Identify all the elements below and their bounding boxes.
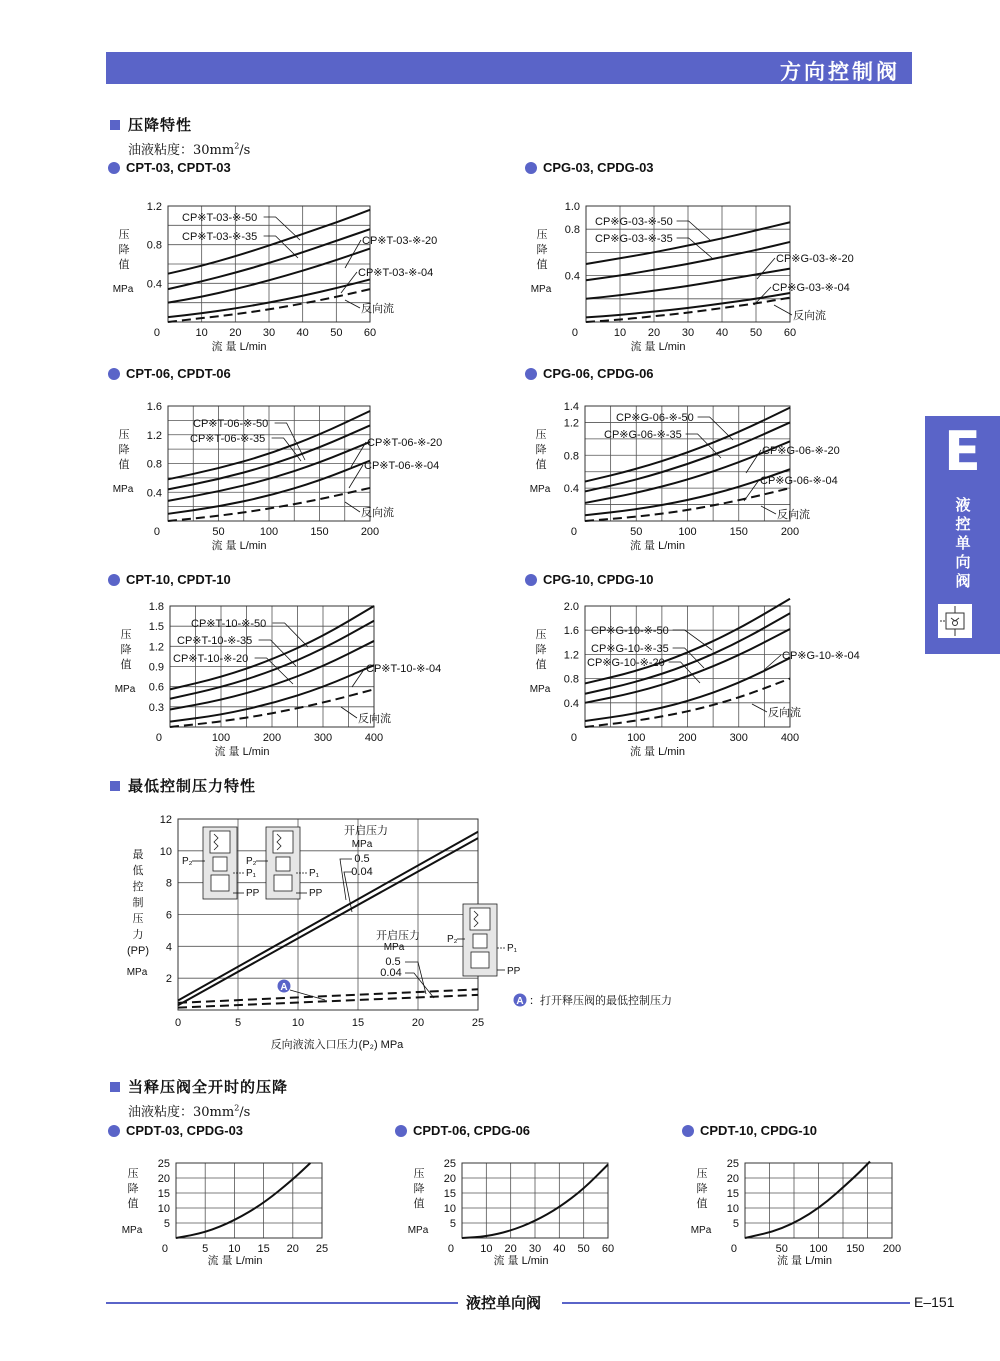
x-tick-label: 10: [291, 1017, 305, 1029]
y-tick-label: 0.3: [148, 701, 164, 714]
y-axis-label: 降: [118, 244, 130, 256]
y-axis-unit: MPa: [407, 1225, 429, 1236]
y-tick-label: 1.2: [563, 649, 579, 662]
y-tick-label: 0.9: [148, 661, 164, 674]
y-axis-label: 值: [120, 659, 132, 671]
legend-text: ：打开释压阀的最低控制压力: [529, 995, 672, 1007]
x-tick-label: 60: [363, 327, 377, 339]
origin-label: 0: [570, 526, 577, 538]
y-axis-unit: MPa: [121, 1225, 143, 1236]
curve-label: CP※T-06-※-20: [367, 437, 443, 449]
y-axis-label: (PP): [127, 945, 149, 957]
y-tick-label: 0.8: [563, 673, 579, 686]
chart-title-cpg03: CPG-03, CPDG-03: [525, 160, 654, 175]
x-axis-label: 流 量 L/min: [493, 1255, 549, 1267]
x-tick-label: 5: [202, 1243, 209, 1255]
x-tick-label: 10: [480, 1243, 493, 1255]
origin-label: 0: [161, 1243, 168, 1255]
x-tick-label: 150: [846, 1243, 865, 1255]
x-axis-label: 流 量 L/min: [211, 341, 267, 353]
annotation-title: 开启压力: [376, 930, 420, 942]
curve-label: CP※G-10-※-50: [591, 625, 669, 637]
leader-line: [673, 630, 712, 650]
x-axis-label: 流 量 L/min: [629, 746, 686, 758]
section-title: 压降特性: [128, 116, 193, 134]
annotation-title: 开启压力: [344, 825, 388, 837]
y-tick-label: 25: [726, 1158, 739, 1170]
x-axis-label: 流 量 L/min: [629, 540, 686, 552]
x-tick-label: 60: [601, 1243, 615, 1255]
y-tick-label: 1.8: [148, 601, 164, 613]
x-tick-label: 20: [504, 1243, 517, 1255]
curve-label: CP※G-03-※-20: [776, 253, 854, 265]
plot-frame: [176, 1163, 322, 1238]
y-axis-label: 降: [535, 444, 547, 456]
marker-a-letter: A: [280, 982, 288, 993]
y-axis-label: 值: [696, 1198, 708, 1210]
curve-label: 反向流: [361, 303, 394, 315]
origin-label: 0: [570, 732, 577, 744]
chart-title-cpt03: CPT-03, CPDT-03: [108, 160, 231, 175]
y-tick-label: 25: [443, 1158, 456, 1170]
x-axis-label: 反向液流入口压力(P₂) MPa: [270, 1039, 404, 1051]
chart-title-cpg06: CPG-06, CPDG-06: [525, 366, 654, 381]
leader-line: [345, 300, 360, 308]
curve-label: CP※G-06-※-50: [616, 412, 694, 424]
y-tick-label: 12: [159, 814, 172, 826]
curve-label: CP※T-06-※-04: [364, 460, 440, 472]
y-tick-label: 10: [726, 1203, 739, 1215]
y-axis-label: 降: [696, 1183, 708, 1195]
footer-rule-left: [106, 1302, 458, 1304]
check-valve-symbol-icon: [938, 604, 972, 638]
y-tick-label: 1.0: [564, 201, 580, 213]
x-tick-label: 150: [310, 526, 329, 538]
x-tick-label: 30: [262, 327, 276, 339]
x-tick-label: 200: [780, 526, 800, 538]
leader-line: [677, 221, 710, 240]
y-tick-label: 0.4: [564, 270, 580, 283]
side-tab-label-char: 控: [955, 515, 971, 533]
x-tick-label: 50: [577, 1243, 590, 1255]
x-axis-label: 流 量 L/min: [211, 540, 267, 552]
y-axis-label: 值: [535, 459, 547, 471]
y-tick-label: 4: [165, 941, 172, 954]
x-tick-label: 400: [780, 732, 800, 744]
y-axis-label: 低: [132, 865, 144, 877]
x-tick-label: 300: [729, 732, 748, 744]
y-tick-label: 10: [443, 1203, 456, 1215]
annotation-value: 0.04: [380, 967, 402, 979]
side-tab-label-char: 液: [955, 496, 971, 514]
curve-label: CP※T-03-※-50: [182, 212, 258, 224]
y-axis-unit: MPa: [690, 1225, 712, 1236]
port-pp-label: PP: [507, 966, 521, 977]
valve-section-3-piston: [471, 952, 489, 968]
x-tick-label: 15: [257, 1243, 270, 1255]
x-tick-label: 60: [783, 327, 797, 339]
y-tick-label: 20: [157, 1173, 170, 1185]
curve-label: CP※G-10-※-35: [591, 643, 669, 655]
side-tab-label-char: 阀: [955, 572, 971, 590]
y-axis-label: 值: [118, 459, 130, 471]
port-p1-label: P₁: [246, 868, 257, 879]
y-tick-label: 15: [726, 1188, 739, 1200]
curve-label: 反向流: [768, 707, 801, 719]
curve-label: CP※T-06-※-35: [190, 433, 266, 445]
y-axis-label: 值: [535, 659, 547, 671]
y-tick-label: 0.6: [148, 681, 164, 694]
y-tick-label: 2.0: [563, 601, 579, 613]
y-tick-label: 1.6: [146, 401, 162, 413]
x-tick-label: 200: [262, 732, 282, 744]
x-tick-label: 20: [411, 1017, 425, 1029]
port-p1-label: P₁: [309, 868, 320, 879]
curve-label: CP※G-03-※-35: [595, 233, 673, 245]
y-axis-label: 制: [132, 897, 144, 909]
x-axis-label: 流 量 L/min: [630, 341, 686, 353]
y-tick-label: 10: [159, 845, 172, 858]
curve-label: CP※T-06-※-50: [193, 418, 269, 430]
curve-label: CP※T-10-※-04: [366, 663, 442, 675]
chart-title-cpdt06: CPDT-06, CPDG-06: [395, 1123, 530, 1138]
y-tick-label: 0.4: [563, 483, 579, 496]
y-tick-label: 0.8: [146, 458, 162, 471]
y-axis-unit: MPa: [529, 484, 551, 495]
y-axis-label: 降: [120, 644, 132, 656]
x-axis-label: 流 量 L/min: [214, 746, 270, 758]
y-axis-label: 降: [535, 644, 547, 656]
y-axis-label: 降: [413, 1183, 425, 1195]
x-tick-label: 100: [809, 1243, 828, 1255]
y-tick-label: 5: [449, 1218, 456, 1230]
valve-section-2-poppet: [276, 857, 290, 871]
footer-rule-right: [562, 1302, 910, 1304]
y-tick-label: 1.2: [148, 641, 164, 654]
chart-title-cpg10: CPG-10, CPDG-10: [525, 572, 654, 587]
y-axis-unit: MPa: [530, 284, 552, 295]
viscosity-note: 油液粘度：$30mm^2/s$: [128, 141, 251, 158]
curve-label: CP※T-10-※-50: [191, 618, 267, 630]
y-tick-label: 0.4: [146, 487, 162, 500]
curve-label: CP※G-10-※-04: [782, 650, 860, 662]
x-tick-label: 5: [234, 1017, 242, 1029]
y-tick-label: 10: [157, 1203, 170, 1215]
port-p2-label: P₂: [447, 934, 458, 945]
y-tick-label: 0.8: [563, 450, 579, 463]
y-axis-label: 值: [413, 1198, 425, 1210]
x-tick-label: 30: [528, 1243, 542, 1255]
full-open-curve: [745, 1162, 870, 1239]
y-axis-label: 控: [132, 881, 144, 893]
valve-section-3-chamber: [470, 908, 490, 930]
viscosity-note: 油液粘度：$30mm^2/s$: [128, 1103, 251, 1120]
curve-label: CP※T-10-※-20: [173, 653, 249, 665]
valve-section-1-chamber: [210, 831, 230, 853]
side-tab-label-char: 向: [955, 553, 971, 571]
curve-label: 反向流: [361, 507, 394, 519]
port-p1-label: P₁: [507, 943, 518, 954]
full-open-curve: [176, 1163, 310, 1238]
page-number: E–151: [914, 1294, 955, 1310]
x-tick-label: 300: [313, 732, 333, 744]
y-axis-label: 值: [536, 259, 548, 271]
port-p2-label: P₂: [182, 856, 193, 867]
x-tick-label: 10: [228, 1243, 241, 1255]
y-tick-label: 0.4: [563, 697, 579, 710]
curve-label: CP※G-03-※-04: [772, 282, 850, 294]
y-axis-label: 力: [132, 929, 144, 941]
origin-label: 0: [155, 732, 162, 744]
curve-label: 反向流: [777, 509, 810, 521]
annotation-unit: MPa: [383, 942, 405, 953]
y-tick-label: 8: [165, 877, 172, 890]
x-tick-label: 20: [286, 1243, 299, 1255]
x-tick-label: 25: [471, 1017, 485, 1029]
y-axis-label: 降: [127, 1183, 139, 1195]
footer-title: 液控单向阀: [466, 1294, 542, 1312]
y-axis-label: 压: [535, 629, 547, 641]
valve-section-3-poppet: [473, 934, 487, 948]
page-title: 方向控制阀: [780, 60, 900, 84]
legend-marker-a-letter: A: [516, 996, 524, 1007]
x-tick-label: 15: [351, 1017, 365, 1029]
port-pp-label: PP: [246, 888, 260, 899]
section-title: 最低控制压力特性: [128, 777, 257, 795]
annotation-value: 0.5: [385, 956, 401, 968]
y-axis-label: 压: [118, 429, 130, 441]
x-tick-label: 30: [681, 327, 695, 339]
valve-section-2-piston: [274, 875, 292, 891]
side-tab-label-char: 单: [955, 534, 971, 552]
leader-line: [774, 305, 792, 315]
port-p2-label: P₂: [246, 856, 257, 867]
y-axis-unit: MPa: [529, 684, 551, 695]
curve-label: CP※G-06-※-35: [604, 429, 682, 441]
y-tick-label: 1.2: [146, 201, 162, 213]
curve-label: CP※G-06-※-04: [760, 475, 838, 487]
annotation-unit: MPa: [351, 839, 373, 850]
y-tick-label: 0.8: [564, 224, 580, 237]
x-tick-label: 25: [315, 1243, 329, 1255]
y-axis-label: 压: [118, 229, 130, 241]
x-tick-label: 100: [627, 732, 646, 744]
curve-label: CP※G-10-※-20: [587, 657, 665, 669]
y-tick-label: 1.4: [563, 401, 579, 413]
y-tick-label: 1.5: [148, 621, 164, 634]
x-tick-label: 20: [229, 327, 242, 339]
curve-label: CP※G-03-※-50: [595, 216, 673, 228]
leader-line: [746, 450, 761, 473]
x-tick-label: 40: [715, 327, 729, 339]
origin-label: 0: [730, 1243, 737, 1255]
origin-label: 0: [153, 526, 160, 538]
y-tick-label: 20: [726, 1173, 739, 1185]
y-tick-label: 1.2: [563, 417, 579, 430]
x-tick-label: 50: [775, 1243, 788, 1255]
x-tick-label: 10: [195, 327, 208, 339]
y-tick-label: 1.2: [146, 429, 162, 442]
y-axis-unit: MPa: [112, 284, 134, 295]
x-tick-label: 0: [174, 1017, 182, 1029]
annotation-value: 0.5: [354, 853, 370, 865]
y-axis-label: 降: [536, 244, 548, 256]
x-tick-label: 40: [553, 1243, 566, 1255]
y-tick-label: 0.8: [146, 239, 162, 252]
y-axis-label: 值: [118, 259, 130, 271]
chart-title-cpdt10: CPDT-10, CPDG-10: [682, 1123, 817, 1138]
leader-line: [341, 707, 357, 718]
x-tick-label: 100: [211, 732, 231, 744]
valve-section-2-chamber: [273, 831, 293, 853]
curve-label: CP※T-03-※-04: [358, 267, 434, 279]
curve-label: CP※G-06-※-20: [762, 445, 840, 457]
y-tick-label: 15: [443, 1188, 456, 1200]
x-tick-label: 20: [647, 327, 661, 339]
section-title: 当释压阀全开时的压降: [128, 1078, 289, 1096]
x-tick-label: 50: [330, 327, 343, 339]
x-tick-label: 200: [678, 732, 697, 744]
x-tick-label: 50: [630, 526, 643, 538]
leader-line: [273, 623, 308, 647]
leader-line: [340, 859, 352, 900]
y-tick-label: 2: [165, 973, 172, 986]
y-tick-label: 0.4: [146, 278, 162, 291]
y-tick-label: 15: [157, 1188, 170, 1200]
y-axis-label: 压: [120, 629, 132, 641]
leader-line: [405, 973, 434, 998]
y-axis-label: 压: [696, 1168, 708, 1180]
y-axis-unit: MPa: [114, 684, 136, 695]
x-tick-label: 40: [296, 327, 309, 339]
side-tab-letter: E: [944, 420, 981, 483]
x-tick-label: 400: [364, 732, 384, 744]
x-tick-label: 10: [613, 327, 627, 339]
y-tick-label: 25: [157, 1158, 170, 1170]
x-tick-label: 100: [678, 526, 697, 538]
y-axis-unit: MPa: [112, 484, 134, 495]
y-tick-label: 5: [163, 1218, 170, 1230]
y-axis-unit: MPa: [126, 967, 148, 978]
valve-section-1-poppet: [213, 857, 227, 871]
origin-label: 0: [447, 1243, 454, 1255]
y-axis-label: 值: [127, 1198, 139, 1210]
y-axis-label: 压: [127, 1168, 139, 1180]
y-axis-label: 降: [118, 444, 130, 456]
y-axis-label: 压: [413, 1168, 425, 1180]
curve-label: CP※T-03-※-35: [182, 231, 258, 243]
valve-section-1-piston: [211, 875, 229, 891]
chart-title-cpdt03: CPDT-03, CPDG-03: [108, 1123, 243, 1138]
curve-label: CP※T-03-※-20: [362, 235, 438, 247]
y-tick-label: 6: [165, 909, 172, 922]
x-tick-label: 200: [360, 526, 380, 538]
x-axis-label: 流 量 L/min: [776, 1255, 833, 1267]
chart-title-cpt06: CPT-06, CPDT-06: [108, 366, 231, 381]
leader-line: [761, 506, 776, 514]
x-tick-label: 50: [749, 327, 763, 339]
origin-label: 0: [571, 327, 578, 339]
y-tick-label: 5: [732, 1218, 739, 1230]
y-axis-label: 压: [535, 429, 547, 441]
x-tick-label: 50: [212, 526, 225, 538]
origin-label: 0: [153, 327, 160, 339]
check-valve-symbol-icon: [938, 604, 972, 638]
curve-label: 反向流: [793, 310, 826, 322]
x-tick-label: 100: [259, 526, 279, 538]
x-tick-label: 200: [882, 1243, 902, 1255]
curve-label: 反向流: [358, 713, 391, 725]
side-tab-label: [943, 496, 983, 591]
x-tick-label: 150: [729, 526, 748, 538]
port-pp-label: PP: [309, 888, 323, 899]
y-axis-label: 压: [132, 913, 144, 925]
y-axis-label: 最: [132, 849, 144, 861]
y-tick-label: 1.6: [563, 625, 579, 638]
chart-title-cpt10: CPT-10, CPDT-10: [108, 572, 231, 587]
x-axis-label: 流 量 L/min: [207, 1255, 263, 1267]
annotation-value: 0.04: [351, 866, 373, 878]
y-tick-label: 20: [443, 1173, 456, 1185]
y-axis-label: 压: [536, 229, 548, 241]
curve-label: CP※T-10-※-35: [177, 635, 253, 647]
